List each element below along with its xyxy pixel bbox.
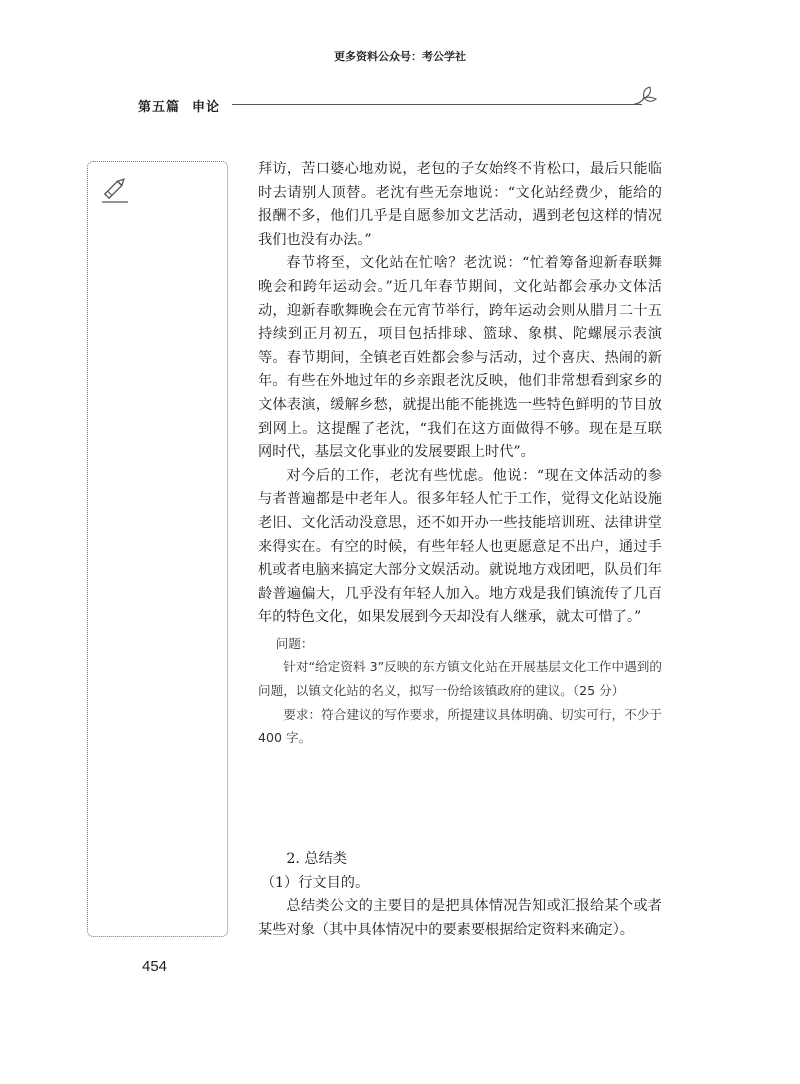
notes-margin-box bbox=[87, 161, 228, 937]
paragraph: 春节将至，文化站在忙啥？老沈说：“忙着筹备迎新春联舞晚会和跨年运动会。”近几年春节期间，文化站都会承办文体活动，迎新春歌舞晚会在元宵节举行，跨年运动会则从腊月二十五持续到正月初五，项目包括排球、篮球、象棋、陀螺展示表演等。春节期间，全镇老百姓都会参与活动，过个喜庆、热闹的新年。有些在外地过年的乡亲跟老沈反映，他们非常想看到家乡的文体表演，缓解乡愁，就提出能不能挑选一些特色鲜明的节目放到网上。这提醒了老沈，“我们在这方面做得不够。现在是互联网时代，基层文化事业的发展要跟上时代”。 bbox=[258, 255, 662, 461]
paragraph: 总结类公文的主要目的是把具体情况告知或汇报给某个或者某些对象（其中具体情况中的要素要根据给定资料来确定）。 bbox=[258, 898, 662, 938]
chapter-title: 申论 bbox=[192, 100, 221, 115]
section-summary bbox=[258, 848, 662, 942]
header-rule bbox=[232, 104, 642, 105]
pencil-icon bbox=[100, 178, 130, 204]
section-heading: 2. 总结类 bbox=[286, 851, 347, 867]
page-number: 454 bbox=[142, 958, 168, 975]
requirement-text: 要求：符合建议的写作要求，所提建议具体明确、切实可行，不少于 400 字。 bbox=[258, 706, 662, 746]
question-text: 针对“给定资料 3”反映的东方镇文化站在开展基层文化工作中遇到的问题，以镇文化站的名义，拟写一份给该镇政府的建议。（25 分） bbox=[258, 659, 662, 699]
chapter-heading bbox=[138, 96, 220, 115]
paragraph: 对今后的工作，老沈有些忧虑。他说：“现在文体活动的参与者普遍都是中老年人。很多年轻人忙于工作，觉得文化站设施老旧、文化活动没意思，还不如开办一些技能培训班、法律讲堂来得实在。有空的时候，有些年轻人也更愿意足不出户，通过手机或者电脑来搞定大部分文娱活动。就说地方戏团吧，队员们年龄普遍偏大，几乎没有年轻人加入。地方戏是我们镇流传了几百年的特色文化，如果发展到今天却没有人继承，就太可惜了。” bbox=[258, 467, 662, 626]
paragraph: 拜访，苦口婆心地劝说，老包的子女始终不肯松口，最后只能临时去请别人顶替。老沈有些无奈地说：“文化站经费少，能给的报酬不多，他们几乎是自愿参加文艺活动，遇到老包这样的情况我们也没有办法。” bbox=[258, 161, 662, 248]
main-text bbox=[258, 158, 662, 750]
top-banner: 更多资料公众号：考公学社 bbox=[334, 50, 466, 63]
section-subheading: （1）行文目的。 bbox=[260, 874, 370, 891]
sprout-icon bbox=[630, 84, 660, 108]
chapter-part: 第五篇 bbox=[138, 100, 181, 115]
question-label: 问题： bbox=[275, 635, 314, 651]
